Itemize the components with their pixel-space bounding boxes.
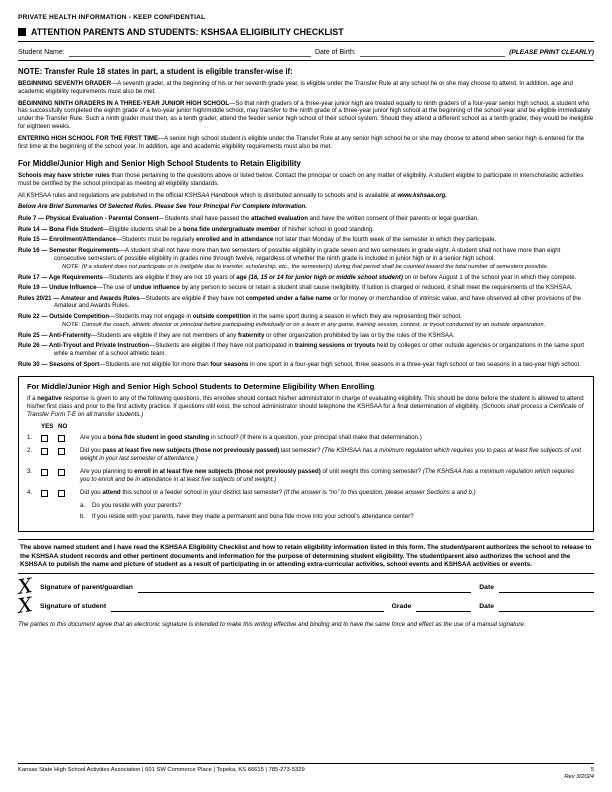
rule-item [18,247,594,272]
question-text: Did you attend this school or a feeder school in your district last semester? (If the answer is “no” to this question, please answer Sections a and b.) [80,488,476,496]
signature-section [16,573,594,618]
paragraph: Schools may have stricter rules than those pertaining to the questions above or listed below. Contact the principal or coach on any matter of eligibility. A student eligible to participate in interscholastic activities must be certified by the school principal as meeting all eligibility standards. [18,172,584,188]
document-title-row [18,27,594,38]
question-number: 4. [27,488,33,496]
rule-item [18,226,594,234]
retain-paragraphs [18,172,594,214]
parent-signature-x-mark: X [16,573,34,600]
rule-item [18,342,594,358]
parent-signature-row [16,573,594,600]
no-checkbox[interactable] [58,490,65,497]
question-text: Are you planning to enroll in at least five new subjects (those not previously passed) of unit weight this coming semester? (The KSHSAA has a minimum regulation which requires you to enroll and be in attendance in at least five subjects of unit weight.) [80,467,574,483]
rule-text: Rule 16 — Semester Requirements—A student shall not have more than two semesters of possible eligibility in grade seven and two semesters in grade eight. A student shall not have more than eight consecutive semesters of possible eligibility in grades nine through twelve, regardless of whether the ninth grade is included in junior high or in a senior high school. [18,246,561,262]
dob-label: Date of Birth: [314,48,356,56]
subquestion-row [80,513,585,521]
parent-date-line[interactable] [499,591,594,593]
rule-text: Rule 15 — Enrollment/Attendance—Students must be regularly enrolled and in attendance not later than Monday of the fourth week of the semester in which they participate. [18,236,497,244]
student-info-row [18,48,594,57]
rule-text: Rule 19 — Undue Influence—The use of undue influence by any person to secure or retain a student shall cause ineligibility. If tuition is charged or reduced, it shall meet the requirements of the KSHSAA. [18,284,573,292]
yes-cell [41,447,58,455]
question-row [27,434,585,442]
authorization-statement: The above named student and I have read the KSHSAA Eligibility Checklist and how to retain eligibility information listed in this form. The student/parent authorizes the school to release to the KSHSAA student records and other pertinent documents and information for the purpose of determining student eligibility. The student/parent also authorizes the school and the KSHSAA to publish the name and picture of student as a result of participating in or attending extra-curricular activities, school events and KSHSAA activities or events. [18,539,594,574]
no-column-label: NO [58,422,68,430]
student-signature-line[interactable] [111,610,384,612]
student-name-input[interactable] [69,49,311,57]
footer-page-number: 5 [590,766,594,773]
yes-no-header [41,423,585,431]
no-cell [58,434,75,442]
grade-line[interactable] [416,610,471,612]
no-cell [58,468,75,476]
no-cell [58,447,75,455]
student-name-label: Student Name: [18,48,65,56]
grade-label: Grade [391,603,412,611]
footer-org-row [18,763,594,775]
footer-org-line: Kansas State High School Activities Association | 601 SW Commerce Place | Topeka, KS 66615 | 785-273-5329 [18,766,305,773]
page-title: ATTENTION PARENTS AND STUDENTS: KSHSAA ELIGIBILITY CHECKLIST [31,26,344,37]
retain-eligibility-heading: For Middle/Junior High and Senior High School Students to Retain Eligibility [18,159,301,169]
no-cell [58,489,75,497]
rule-text: Rule 7 — Physical Evaluation - Parental Consent—Students shall have passed the attached evaluation and have the written consent of their parents or legal guardian. [18,215,479,223]
enrolling-eligibility-box [18,376,594,532]
yes-checkbox[interactable] [41,490,48,497]
rule-item [18,215,594,223]
student-date-line[interactable] [499,610,594,612]
page-footer [18,763,594,782]
rule-text: Rule 22 — Outside Competition—Students may not engage in outside competition in the same sport during a season in which they are representing their school. [18,312,462,320]
no-checkbox[interactable] [58,448,65,455]
confidential-notice: PRIVATE HEALTH INFORMATION - KEEP CONFIDENTIAL [18,14,206,21]
rule-item [18,284,594,292]
rule-note: NOTE: (If a student does not participate or is ineligible due to transfer, scholarship, etc., the semester(s) during that period shall be counted toward the total number of semesters possible. [62,263,549,270]
yes-checkbox[interactable] [41,469,48,476]
question-row [27,447,585,463]
subquestion-letter: b. [80,513,86,521]
paragraph: All KSHSAA rules and regulations are published in the official KSHSAA Handbook which is distributed annually to schools and is available at www.kshsaa.org. [18,191,447,199]
rules-list [18,215,594,371]
rule-item [18,236,594,244]
divider [18,60,594,61]
question-number: 3. [27,467,33,475]
paragraph: Below Are Brief Summaries Of Selected Rules. Please See Your Principal For Complete Information. [18,202,307,210]
rule-text: Rule 17 — Age Requirements—Students are eligible if they are not 19 years of age (16, 15 or 14 for junior high or middle school student) on or before August 1 of the school year in which they compete. [18,273,577,281]
transfer-rule-heading: NOTE: Transfer Rule 18 states in part, a student is eligible transfer-wise if: [18,67,293,77]
electronic-signature-note: The parties to this document agree that an electronic signature is intended to make this writing effective and binding and to have the same force and effect as the use of a manual signature. [18,621,526,628]
yes-cell [41,489,58,497]
student-signature-row [16,592,594,618]
questions-list [27,434,585,497]
divider [18,41,594,42]
yes-checkbox[interactable] [41,448,48,455]
parent-signature-line[interactable] [138,591,471,593]
subquestions-list [27,502,585,522]
question-text: Are you a bona fide student in good standing in school? (If there is a question, your principal shall make that determination.) [80,433,422,441]
footer-revision: Rev 3/2024 [564,774,594,781]
student-signature-x-mark: X [16,592,34,618]
rule-text: Rule 25 — Anti-Fraternity—Students are eligible if they are not members of any fraternity or other organization prohibited by law or by the rules of the KSHSAA. [18,331,455,339]
black-square-icon [18,28,26,36]
print-clearly-note: (PLEASE PRINT CLEARLY) [509,48,595,56]
rule-item [18,313,594,330]
question-row [27,489,585,497]
subquestion-text: Do you reside with your parents? [92,501,182,509]
question-row [27,468,585,484]
parent-signature-label: Signature of parent/guardian [40,584,133,592]
subquestion-text: If you reside with your parents, have they made a permanent and bona fide move into your school's attendance center? [92,513,414,521]
rule-text: Rules 20/21 — Amateur and Awards Rules—Students are eligible if they have not competed under a false name or for money or merchandise of intrinsic value, and have observed all other provisions of the Amateur and Awards Rules. [18,294,582,310]
student-date-label: Date [479,603,494,611]
rule-item [18,274,594,282]
yes-checkbox[interactable] [41,435,48,442]
transfer-paragraphs [18,80,594,154]
enrolling-box-heading: For Middle/Junior High and Senior High School Students to Determine Eligibility When Enrolling [27,382,375,392]
yes-cell [41,468,58,476]
paragraph: BEGINNING NINTH GRADERS IN A THREE-YEAR JUNIOR HIGH SCHOOL—So that ninth graders of a three-year junior high are treated equally to ninth graders of a four-year senior high school, a student who has successfully completed the eighth grade of a two-year junior high/middle school, may transfer to the ninth grade of a three-year junior high school at the beginning of the school year and be eligible immediately under the Transfer Rule. Such a ninth grader must then, as a tenth grader, attend the feeder senior high school of their school system. Should they attend a different school as a tenth grader, they would be ineligible for eighteen weeks. [18,99,594,131]
enrolling-box-intro: If a negative response is given to any of the following questions, this enrollee should contact his/her administrator in charge of evaluating eligibility. This should be done before the student is allowed to attend his/her first class and prior to the first activity practice. If questions still exist, the school administrator should telephone the KSHSAA for a final determination of eligibility. (Schools shall process a Certificate of Transfer Form T-E on all transfer students.) [27,395,584,418]
rule-text: Rule 14 — Bona Fide Student—Eligible students shall be a bona fide undergraduate member of his/her school in good standing. [18,225,374,233]
no-checkbox[interactable] [58,469,65,476]
rule-item [18,332,594,340]
paragraph: ENTERING HIGH SCHOOL FOR THE FIRST TIME—A senior high school student is eligible under the Transfer Rule at any senior high school he or she may choose to attend when senior high is entered for the first time at the beginning of the school year. In addition, age and academic eligibility requirements must also be met. [18,134,585,150]
dob-input[interactable] [360,49,505,57]
rule-item [18,295,594,311]
question-number: 1. [27,433,33,441]
paragraph: BEGINNING SEVENTH GRADER—A seventh grader, at the beginning of his or her seventh grade year, is eligible under the Transfer Rule at any school he or she may choose to attend. In addition, age and academic eligibility requirements must also be met. [18,80,573,96]
question-text: Did you pass at least five new subjects (those not previously passed) last semester? (The KSHSAA has a minimum regulation which requires you to pass at least five subjects of unit weight in your last semester of attendance.) [80,446,582,462]
parent-date-label: Date [479,584,494,592]
question-number: 2. [27,446,33,454]
rule-item [18,361,594,369]
no-checkbox[interactable] [58,435,65,442]
yes-cell [41,434,58,442]
rule-note: NOTE: Consult the coach, athletic director or principal before participating individually or on a team in any game, training session, contest, or tryout conducted by an outside organization. [62,321,546,328]
student-signature-label: Signature of student [40,603,107,611]
rule-text: Rule 30 — Seasons of Sport—Students are not eligible for more than four seasons in one sport in a four-year high school, three seasons in a three-year high school or two seasons in a two-year high school. [18,360,581,368]
subquestion-row [80,502,585,510]
subquestion-letter: a. [80,501,86,509]
rule-text: Rule 26 — Anti-Tryout and Private Instruction—Students are eligible if they have not participated in training sessions or tryouts held by colleges or other outside agencies or organizations in the same sport while a member of a school athletic team. [18,342,585,358]
yes-column-label: YES [41,422,54,430]
